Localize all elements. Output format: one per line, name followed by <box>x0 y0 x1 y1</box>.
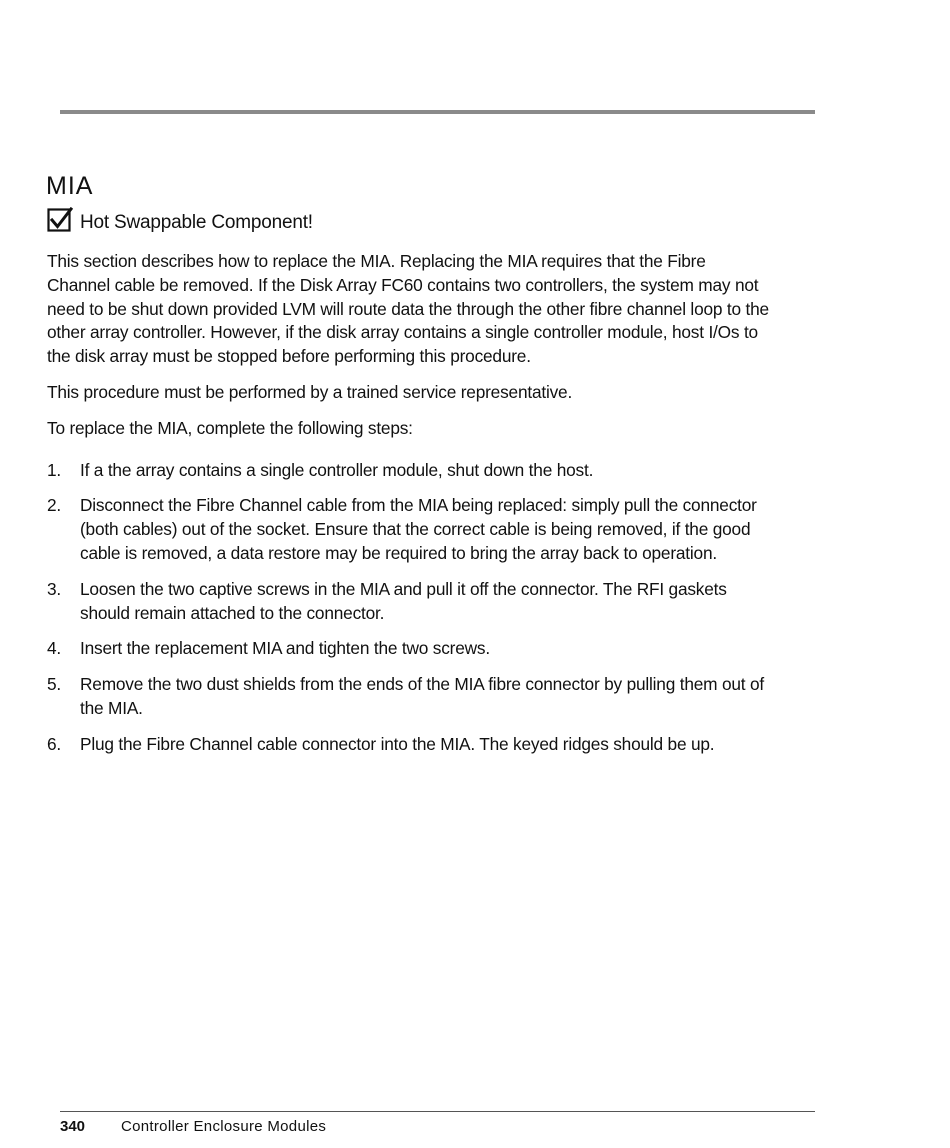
step-number: 2. <box>47 495 62 516</box>
hot-swap-notice <box>47 206 313 234</box>
list-item <box>47 578 772 626</box>
steps-list <box>47 459 772 757</box>
page-footer <box>60 1118 326 1135</box>
list-item <box>47 494 772 565</box>
section-title: MIA <box>46 172 94 200</box>
step-text: Insert the replacement MIA and tighten the two screws. <box>80 638 490 659</box>
chapter-name: Controller Enclosure Modules <box>121 1118 327 1135</box>
page-number: 340 <box>60 1118 86 1135</box>
step-text: If a the array contains a single controller module, shut down the host. <box>80 459 594 480</box>
step-text: Loosen the two captive screws in the MIA and pull it off the connector. The RFI gaskets should remain attached to the connector. <box>80 578 727 623</box>
list-item <box>47 733 772 757</box>
intro-paragraph: This section describes how to replace the MIA. Replacing the MIA requires that the Fibre Channel cable be removed. If the Disk Array FC60 contains two controllers, the system may not need to be shut down provided LVM will route data the through the other fibre channel loop to the other array controller. However, if the disk array contains a single controller module, host I/Os to the disk array must be stopped before performing this procedure. <box>47 251 769 367</box>
step-text: Plug the Fibre Channel cable connector into the MIA. The keyed ridges should be up. <box>80 733 715 754</box>
header-rule <box>60 110 815 114</box>
list-item <box>47 637 772 661</box>
list-item <box>47 459 772 483</box>
step-number: 5. <box>47 674 62 695</box>
hot-swap-label: Hot Swappable Component! <box>80 212 313 233</box>
checkbox-checked-icon <box>47 207 73 233</box>
main-content <box>47 250 772 769</box>
list-item <box>47 673 772 721</box>
service-note-paragraph: This procedure must be performed by a trained service representative. <box>47 381 573 402</box>
footer-rule <box>60 1111 815 1112</box>
step-text: Disconnect the Fibre Channel cable from the MIA being replaced: simply pull the connector (both cables) out of the socket. Ensure that the correct cable is being removed, if the good cable is removed, a data restore may be required to bring the array back to operation. <box>80 495 757 563</box>
step-text: Remove the two dust shields from the ends of the MIA fibre connector by pulling them out of the MIA. <box>80 674 764 718</box>
step-number: 4. <box>47 638 62 659</box>
step-number: 3. <box>47 578 62 599</box>
steps-intro-paragraph: To replace the MIA, complete the following steps: <box>47 417 413 438</box>
step-number: 6. <box>47 733 62 754</box>
step-number: 1. <box>47 459 62 480</box>
